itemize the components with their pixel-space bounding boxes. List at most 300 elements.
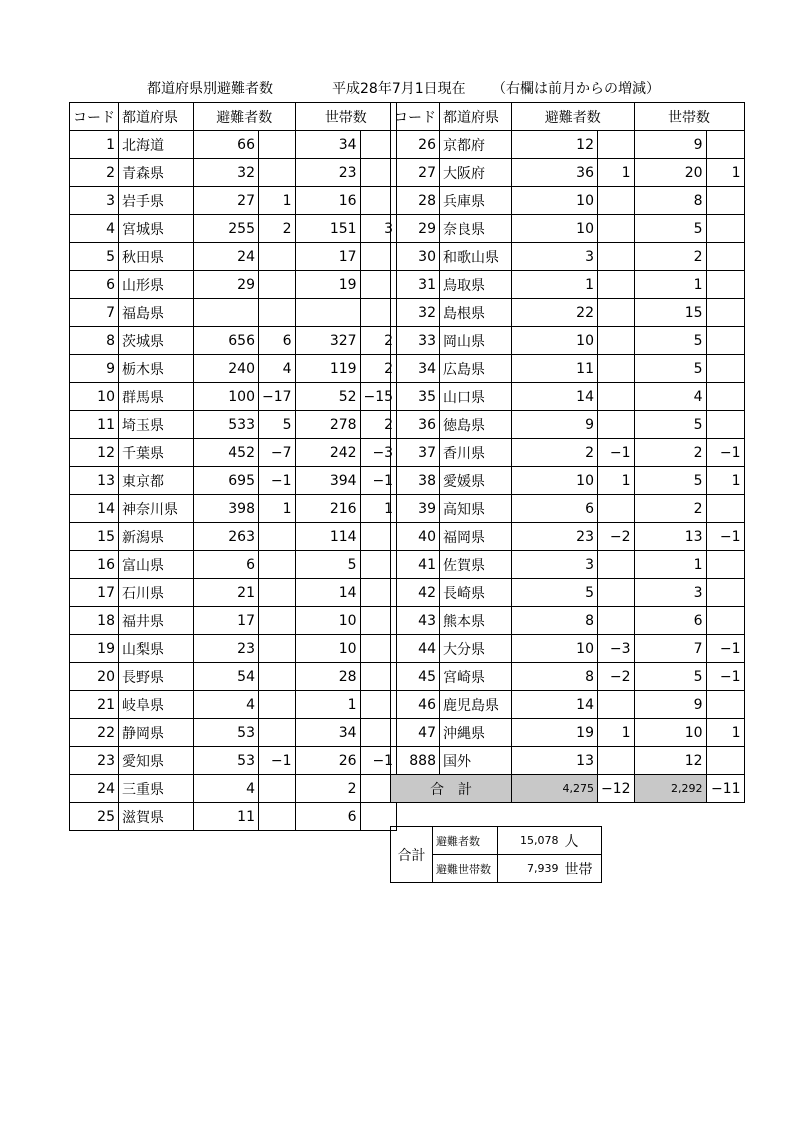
table-row [391,215,745,243]
table-row [391,383,745,411]
row-households [295,299,360,327]
row-evacuees: 10 [512,467,598,495]
row-households: 394 [295,467,360,495]
row-pref: 和歌山県 [440,243,512,271]
row-pref: 静岡県 [119,719,194,747]
row-pref: 岐阜県 [119,691,194,719]
row-pref: 青森県 [119,159,194,187]
table-row [70,299,397,327]
row-evacuees-delta: 2 [259,215,296,243]
row-code: 40 [391,523,440,551]
row-evacuees-delta: −1 [259,747,296,775]
row-households-delta: 2 [360,355,397,383]
row-evacuees: 66 [194,131,259,159]
row-pref: 愛媛県 [440,467,512,495]
table-row [70,663,397,691]
row-evacuees [194,299,259,327]
table-row [70,523,397,551]
row-pref: 鹿児島県 [440,691,512,719]
row-pref: 茨城県 [119,327,194,355]
row-code: 17 [70,579,119,607]
row-households-delta: −1 [706,523,744,551]
row-evacuees: 452 [194,439,259,467]
row-households: 6 [634,607,706,635]
row-households-delta [706,691,744,719]
row-code: 30 [391,243,440,271]
row-pref: 山口県 [440,383,512,411]
row-code: 29 [391,215,440,243]
row-evacuees: 9 [512,411,598,439]
row-households-delta [706,383,744,411]
row-evacuees: 23 [512,523,598,551]
row-evacuees: 533 [194,411,259,439]
row-evacuees-delta: 5 [259,411,296,439]
row-evacuees-delta [259,271,296,299]
table-row [391,411,745,439]
row-households: 34 [295,719,360,747]
row-pref: 兵庫県 [440,187,512,215]
row-pref: 滋賀県 [119,803,194,831]
row-evacuees-delta [259,579,296,607]
row-code: 31 [391,271,440,299]
table-row [391,243,745,271]
row-evacuees: 255 [194,215,259,243]
row-households-delta: −1 [706,439,744,467]
header-evacuees: 避難者数 [512,103,635,131]
row-evacuees: 32 [194,159,259,187]
row-households-delta [706,607,744,635]
row-evacuees-delta [598,187,635,215]
header-pref: 都道府県 [440,103,512,131]
row-pref: 愛知県 [119,747,194,775]
row-pref: 福岡県 [440,523,512,551]
row-evacuees: 695 [194,467,259,495]
row-evacuees: 21 [194,579,259,607]
row-code: 10 [70,383,119,411]
row-households: 34 [295,131,360,159]
row-households: 20 [634,159,706,187]
table-row [70,439,397,467]
row-evacuees-delta [598,215,635,243]
row-evacuees: 24 [194,243,259,271]
header-households: 世帯数 [295,103,397,131]
row-households-delta: 1 [360,495,397,523]
table-row [70,635,397,663]
row-households: 5 [634,355,706,383]
row-households: 2 [295,775,360,803]
summary-evacuees-unit: 人 [562,827,602,855]
row-evacuees: 22 [512,299,598,327]
row-pref: 長野県 [119,663,194,691]
row-evacuees: 3 [512,551,598,579]
table-row [391,495,745,523]
row-households: 2 [634,439,706,467]
row-households: 151 [295,215,360,243]
row-code: 8 [70,327,119,355]
row-pref: 福井県 [119,607,194,635]
row-code: 43 [391,607,440,635]
row-code: 26 [391,131,440,159]
row-evacuees: 10 [512,327,598,355]
table-row [70,719,397,747]
row-households: 17 [295,243,360,271]
row-code: 39 [391,495,440,523]
row-households-delta: 2 [360,411,397,439]
total-evacuees: 4,275 [512,775,598,803]
row-pref: 大分県 [440,635,512,663]
row-code: 41 [391,551,440,579]
row-code: 32 [391,299,440,327]
row-evacuees: 27 [194,187,259,215]
row-households-delta: 2 [360,327,397,355]
table-row [391,579,745,607]
row-households: 23 [295,159,360,187]
row-households: 52 [295,383,360,411]
row-households-delta [706,411,744,439]
row-code: 1 [70,131,119,159]
row-evacuees-delta [259,159,296,187]
table-row [391,355,745,383]
row-households: 8 [634,187,706,215]
row-households-delta [706,579,744,607]
row-code: 16 [70,551,119,579]
row-households: 114 [295,523,360,551]
row-pref: 三重県 [119,775,194,803]
row-households: 327 [295,327,360,355]
total-households: 2,292 [634,775,706,803]
row-households-delta [706,747,744,775]
row-evacuees: 23 [194,635,259,663]
table-row [70,271,397,299]
row-code: 11 [70,411,119,439]
row-evacuees-delta [598,579,635,607]
row-pref: 国外 [440,747,512,775]
row-pref: 栃木県 [119,355,194,383]
row-evacuees-delta [598,747,635,775]
row-pref: 新潟県 [119,523,194,551]
row-households: 2 [634,495,706,523]
row-evacuees: 8 [512,607,598,635]
row-evacuees-delta [598,495,635,523]
row-households-delta [706,187,744,215]
table-row [391,131,745,159]
row-evacuees-delta [598,411,635,439]
row-code: 44 [391,635,440,663]
row-evacuees-delta: 4 [259,355,296,383]
row-evacuees: 1 [512,271,598,299]
row-pref: 山梨県 [119,635,194,663]
summary-label: 合計 [391,827,433,883]
row-evacuees-delta: −1 [259,467,296,495]
row-evacuees-delta [259,523,296,551]
table-row [391,439,745,467]
row-households: 19 [295,271,360,299]
row-code: 45 [391,663,440,691]
row-pref: 熊本県 [440,607,512,635]
row-code: 21 [70,691,119,719]
row-evacuees-delta [598,691,635,719]
row-code: 19 [70,635,119,663]
row-evacuees-delta [598,607,635,635]
header-pref: 都道府県 [119,103,194,131]
row-pref: 宮崎県 [440,663,512,691]
row-households: 242 [295,439,360,467]
row-evacuees: 19 [512,719,598,747]
row-code: 38 [391,467,440,495]
summary-box [390,826,602,883]
row-evacuees: 53 [194,747,259,775]
row-evacuees: 656 [194,327,259,355]
row-code: 34 [391,355,440,383]
row-pref: 埼玉県 [119,411,194,439]
row-households-delta [706,299,744,327]
row-evacuees: 14 [512,691,598,719]
total-row [391,775,745,803]
row-evacuees: 10 [512,215,598,243]
table-row [391,747,745,775]
row-evacuees: 17 [194,607,259,635]
row-pref: 北海道 [119,131,194,159]
row-pref: 京都府 [440,131,512,159]
row-households: 5 [634,663,706,691]
row-pref: 富山県 [119,551,194,579]
row-pref: 岡山県 [440,327,512,355]
row-evacuees-delta [259,803,296,831]
row-pref: 奈良県 [440,215,512,243]
row-code: 2 [70,159,119,187]
table-row [70,243,397,271]
table-header [70,103,397,131]
row-evacuees: 14 [512,383,598,411]
table-header [391,103,745,131]
summary-evacuees-value: 15,078 [498,827,562,855]
total-label: 合 計 [391,775,512,803]
header-code: コード [70,103,119,131]
row-code: 33 [391,327,440,355]
row-households-delta: 3 [360,215,397,243]
right-table [390,102,745,803]
as-of-date: 平成28年7月1日現在 [332,81,466,97]
row-code: 23 [70,747,119,775]
row-households-delta [706,131,744,159]
table-row [391,271,745,299]
table-row [70,131,397,159]
row-code: 27 [391,159,440,187]
table-row [391,467,745,495]
row-code: 15 [70,523,119,551]
row-pref: 大阪府 [440,159,512,187]
row-evacuees-delta [598,383,635,411]
row-households: 216 [295,495,360,523]
table-row [391,691,745,719]
row-evacuees-delta: 1 [598,467,635,495]
row-evacuees: 6 [512,495,598,523]
row-households: 5 [295,551,360,579]
row-code: 18 [70,607,119,635]
row-code: 6 [70,271,119,299]
row-evacuees-delta [259,131,296,159]
row-evacuees-delta [259,551,296,579]
row-evacuees: 8 [512,663,598,691]
row-households-delta [706,495,744,523]
row-households-delta [706,215,744,243]
row-evacuees-delta [259,243,296,271]
row-evacuees: 11 [194,803,259,831]
row-pref: 石川県 [119,579,194,607]
row-households-delta [706,243,744,271]
table-row [70,383,397,411]
row-evacuees-delta: −2 [598,663,635,691]
row-evacuees-delta [598,271,635,299]
table-row [70,691,397,719]
row-households: 13 [634,523,706,551]
row-pref: 広島県 [440,355,512,383]
row-evacuees-delta [598,131,635,159]
total-evacuees-delta: −12 [598,775,635,803]
row-households: 14 [295,579,360,607]
row-code: 9 [70,355,119,383]
summary-households-unit: 世帯 [562,855,602,883]
row-evacuees: 4 [194,775,259,803]
table-row [70,159,397,187]
table-row [70,467,397,495]
row-evacuees-delta: −2 [598,523,635,551]
row-households: 7 [634,635,706,663]
table-row [70,495,397,523]
row-evacuees: 4 [194,691,259,719]
table-row [70,355,397,383]
row-pref: 佐賀県 [440,551,512,579]
table-row [70,327,397,355]
row-households: 1 [634,551,706,579]
row-pref: 群馬県 [119,383,194,411]
row-evacuees: 398 [194,495,259,523]
row-households: 5 [634,467,706,495]
row-evacuees-delta: 1 [598,719,635,747]
row-households: 1 [295,691,360,719]
row-code: 4 [70,215,119,243]
table-row [70,775,397,803]
row-evacuees: 36 [512,159,598,187]
table-row [391,551,745,579]
row-code: 7 [70,299,119,327]
row-code: 42 [391,579,440,607]
table-row [391,187,745,215]
row-pref: 徳島県 [440,411,512,439]
row-evacuees-delta [598,327,635,355]
row-evacuees-delta: 1 [598,159,635,187]
table-row [391,523,745,551]
delta-note: （右欄は前月からの増減） [492,81,660,97]
row-code: 13 [70,467,119,495]
row-evacuees: 12 [512,131,598,159]
row-households: 10 [295,635,360,663]
summary-evacuees-label: 避難者数 [433,827,498,855]
row-households: 3 [634,579,706,607]
row-pref: 神奈川県 [119,495,194,523]
row-pref: 鳥取県 [440,271,512,299]
row-pref: 香川県 [440,439,512,467]
row-evacuees: 3 [512,243,598,271]
row-evacuees-delta [598,299,635,327]
row-pref: 沖縄県 [440,719,512,747]
row-evacuees-delta: 6 [259,327,296,355]
table-row [70,187,397,215]
table-row [70,803,397,831]
row-households: 5 [634,411,706,439]
row-households-delta: 1 [706,719,744,747]
row-households: 10 [295,607,360,635]
row-households-delta: −1 [706,635,744,663]
table-row [70,579,397,607]
row-code: 36 [391,411,440,439]
row-evacuees-delta: −1 [598,439,635,467]
table-row [391,299,745,327]
row-households: 12 [634,747,706,775]
row-households: 1 [634,271,706,299]
row-evacuees: 240 [194,355,259,383]
row-households: 6 [295,803,360,831]
row-evacuees-delta: −17 [259,383,296,411]
row-code: 888 [391,747,440,775]
table-row [391,719,745,747]
summary-households-label: 避難世帯数 [433,855,498,883]
row-households: 4 [634,383,706,411]
table-row [391,159,745,187]
row-evacuees-delta [598,243,635,271]
row-code: 20 [70,663,119,691]
row-code: 35 [391,383,440,411]
row-households: 2 [634,243,706,271]
row-evacuees: 10 [512,187,598,215]
row-evacuees-delta [259,719,296,747]
row-households: 9 [634,691,706,719]
summary-households-value: 7,939 [498,855,562,883]
row-code: 28 [391,187,440,215]
row-households: 119 [295,355,360,383]
row-households: 278 [295,411,360,439]
row-households: 28 [295,663,360,691]
row-households-delta: 1 [706,467,744,495]
row-evacuees: 13 [512,747,598,775]
header-evacuees: 避難者数 [194,103,296,131]
row-evacuees: 11 [512,355,598,383]
row-evacuees-delta: 1 [259,187,296,215]
row-code: 37 [391,439,440,467]
row-households-delta: −15 [360,383,397,411]
row-households-delta [706,551,744,579]
row-evacuees-delta [598,355,635,383]
row-code: 14 [70,495,119,523]
row-households-delta [706,271,744,299]
row-households: 26 [295,747,360,775]
row-households-delta: −1 [706,663,744,691]
row-code: 12 [70,439,119,467]
doc-title: 都道府県別避難者数 [147,81,273,97]
table-row [70,411,397,439]
row-evacuees: 263 [194,523,259,551]
row-pref: 島根県 [440,299,512,327]
row-pref: 山形県 [119,271,194,299]
row-pref: 秋田県 [119,243,194,271]
row-code: 24 [70,775,119,803]
row-pref: 長崎県 [440,579,512,607]
row-households: 16 [295,187,360,215]
row-code: 47 [391,719,440,747]
table-row [391,635,745,663]
row-evacuees: 53 [194,719,259,747]
row-households-delta: 1 [706,159,744,187]
